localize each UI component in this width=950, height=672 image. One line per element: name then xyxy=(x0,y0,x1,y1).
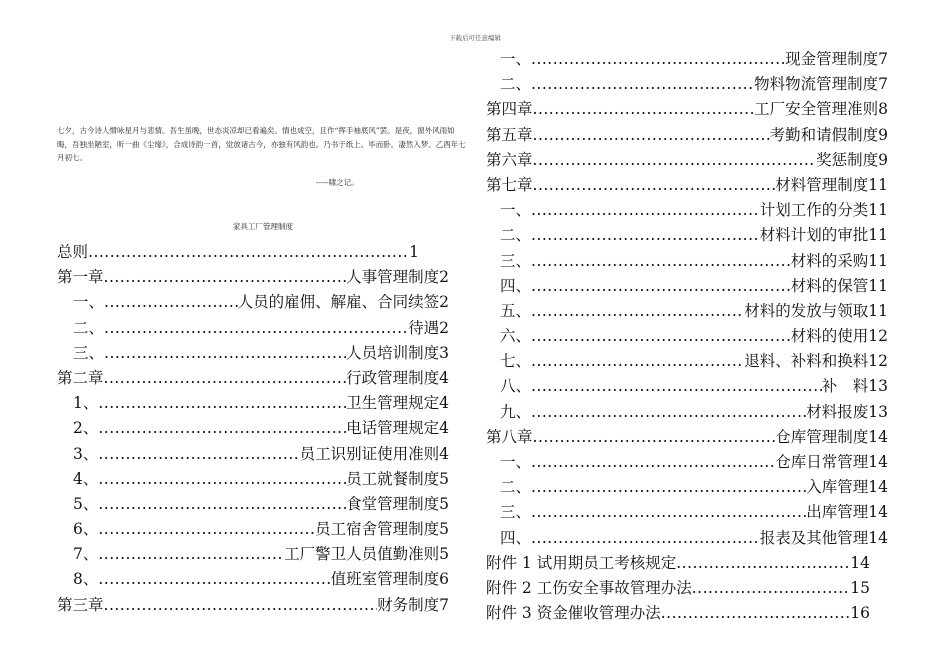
toc-entry-title: 材料报废 xyxy=(806,402,869,421)
toc-page-number: 14 xyxy=(868,453,888,471)
toc-page-number: 12 xyxy=(868,352,888,371)
toc-entry-title: 材料的保管 xyxy=(790,276,869,295)
toc-entry-number: 附件 1 试用期员工考核规定 xyxy=(486,553,677,572)
toc-page-number: 14 xyxy=(868,503,888,522)
toc-dot-leader xyxy=(531,249,791,274)
toc-entry[interactable] xyxy=(57,391,449,416)
toc-entry-number: 4、 xyxy=(73,469,99,488)
toc-page-number: 2 xyxy=(439,268,449,287)
toc-entry[interactable] xyxy=(486,324,888,349)
toc-entry-number: 三、 xyxy=(500,251,532,270)
toc-dot-leader xyxy=(531,400,806,425)
toc-page-number: 7 xyxy=(878,50,888,68)
toc-dot-leader xyxy=(676,551,850,576)
toc-entry-number: 四、 xyxy=(500,276,532,295)
toc-entry-title: 工厂警卫人员值勤准则 xyxy=(284,545,440,564)
toc-entry[interactable] xyxy=(486,274,888,299)
toc-entry[interactable] xyxy=(486,601,888,626)
toc-page-number: 11 xyxy=(868,201,888,220)
toc-dot-leader xyxy=(104,290,238,315)
toc-page-number: 11 xyxy=(868,276,888,295)
toc-entry[interactable] xyxy=(486,374,888,399)
toc-dot-leader xyxy=(531,475,806,500)
toc-page-number: 2 xyxy=(439,318,449,337)
toc-entry-title: 员工就餐制度 xyxy=(346,469,440,488)
toc-entry[interactable] xyxy=(57,316,449,341)
toc-entry-title: 仓库管理制度 xyxy=(775,427,869,446)
toc-page-number: 11 xyxy=(868,175,888,194)
toc-entry[interactable] xyxy=(486,223,888,248)
toc-entry-number: 一、 xyxy=(73,293,105,312)
toc-entry-title: 奖惩制度 xyxy=(816,150,879,169)
toc-dot-leader xyxy=(533,123,770,148)
toc-entry-title: 补 料 xyxy=(821,377,869,396)
toc-dot-leader xyxy=(531,349,744,374)
toc-dot-leader xyxy=(531,274,791,299)
toc-entry[interactable] xyxy=(486,47,888,72)
toc-page-number: 6 xyxy=(439,570,449,589)
toc-entry-number: 七、 xyxy=(500,352,532,371)
toc-entry-title: 退料、补料和换料 xyxy=(744,352,869,371)
toc-page-number: 1 xyxy=(409,243,419,261)
toc-entry-number: 第四章 xyxy=(486,100,533,119)
toc-dot-leader xyxy=(98,542,284,567)
toc-entry-number: 总则 xyxy=(57,243,89,261)
toc-entry-title: 现金管理制度 xyxy=(785,50,879,68)
toc-entry[interactable] xyxy=(57,593,449,618)
toc-page-number: 4 xyxy=(439,368,449,387)
toc-entry[interactable] xyxy=(486,249,888,274)
toc-entry-number: 三、 xyxy=(73,343,105,362)
toc-page-number: 14 xyxy=(868,478,888,497)
toc-entry[interactable] xyxy=(57,416,449,441)
toc-dot-leader xyxy=(533,97,755,122)
toc-page-number: 8 xyxy=(878,100,888,119)
toc-entry[interactable] xyxy=(57,517,449,542)
toc-right-column xyxy=(486,47,888,626)
toc-entry-title: 考勤和请假制度 xyxy=(769,125,879,144)
toc-entry[interactable] xyxy=(486,500,888,525)
toc-dot-leader xyxy=(533,425,776,450)
toc-entry-number: 2、 xyxy=(73,419,99,438)
toc-entry-number: 八、 xyxy=(500,377,532,396)
toc-entry-number: 1、 xyxy=(73,394,99,413)
toc-entry-number: 九、 xyxy=(500,402,532,421)
toc-entry[interactable] xyxy=(486,475,888,500)
toc-dot-leader xyxy=(533,148,817,173)
toc-entry-title: 计划工作的分类 xyxy=(759,201,869,220)
toc-entry-title: 人事管理制度 xyxy=(346,268,440,287)
toc-entry-title: 材料的发放与领取 xyxy=(744,301,869,320)
toc-entry-title: 人员的雇佣、解雇、合同续签 xyxy=(237,293,440,312)
toc-dot-leader xyxy=(531,450,775,475)
toc-dot-leader xyxy=(531,299,744,324)
toc-dot-leader xyxy=(98,416,346,441)
toc-page-number: 4 xyxy=(439,419,449,438)
toc-entry-number: 五、 xyxy=(500,301,532,320)
toc-dot-leader xyxy=(531,526,760,551)
toc-dot-leader xyxy=(531,198,760,223)
toc-entry[interactable] xyxy=(57,366,449,391)
toc-entry-number: 二、 xyxy=(73,318,105,337)
toc-entry-number: 第六章 xyxy=(486,150,533,169)
toc-entry-title: 材料的使用 xyxy=(790,327,869,346)
toc-entry[interactable] xyxy=(57,240,449,265)
toc-entry-title: 待遇 xyxy=(408,318,440,337)
toc-entry-title: 物料物流管理制度 xyxy=(754,75,879,94)
toc-entry-number: 8、 xyxy=(73,570,99,589)
toc-entry-title: 食堂管理制度 xyxy=(346,494,440,513)
toc-page-number: 9 xyxy=(878,125,888,144)
toc-page-number: 4 xyxy=(439,444,449,463)
toc-entry[interactable] xyxy=(57,290,449,315)
toc-entry[interactable] xyxy=(486,576,888,601)
toc-page-number: 11 xyxy=(868,226,888,245)
toc-dot-leader xyxy=(531,223,760,248)
toc-page-number: 5 xyxy=(439,494,449,513)
toc-entry-number: 六、 xyxy=(500,327,532,346)
toc-dot-leader xyxy=(104,593,378,618)
toc-entry-number: 第一章 xyxy=(57,268,104,287)
toc-entry-number: 二、 xyxy=(500,75,532,94)
toc-dot-leader xyxy=(531,72,754,97)
toc-entry-number: 7、 xyxy=(73,545,99,564)
toc-dot-leader xyxy=(104,341,346,366)
toc-entry-title: 电话管理规定 xyxy=(346,419,440,438)
toc-entry-title: 材料的采购 xyxy=(790,251,869,270)
toc-dot-leader xyxy=(104,366,347,391)
toc-dot-leader xyxy=(98,467,346,492)
toc-page-number: 16 xyxy=(850,604,870,623)
toc-page-number: 2 xyxy=(439,293,449,312)
toc-entry[interactable] xyxy=(486,425,888,450)
signature: -----啸之记。 xyxy=(316,178,359,187)
toc-page-number: 7 xyxy=(878,75,888,94)
toc-entry-number: 附件 3 资金催收管理办法 xyxy=(486,604,661,623)
toc-dot-leader xyxy=(98,391,346,416)
toc-page-number: 3 xyxy=(439,343,449,362)
toc-page-number: 13 xyxy=(868,377,888,396)
toc-entry-number: 附件 2 工伤安全事故管理办法 xyxy=(486,578,692,597)
toc-entry-title: 工厂安全管理准则 xyxy=(754,100,879,119)
toc-entry[interactable] xyxy=(57,265,449,290)
toc-dot-leader xyxy=(533,173,776,198)
preface-paragraph: 七夕，古今诗人惯咏星月与悲情。吾生虽晚，世态炎凉却已看遍矣。情也成空，且作“挥手袖底风”罢。是夜，窗外风雨如晦，吾独坐陋室，听一曲《尘缘》，合成诗韵一首，觉放诸古今，亦独有风韵也。乃书于纸上。毕而卧。凄然入梦。乙酉年七月初七。 xyxy=(57,126,466,162)
toc-left-column xyxy=(57,240,449,618)
toc-page-number: 13 xyxy=(868,402,888,421)
toc-page-number: 5 xyxy=(439,520,449,539)
toc-entry-title: 员工识别证使用准则 xyxy=(299,444,440,463)
toc-page-number: 14 xyxy=(850,553,870,572)
toc-entry-number: 第八章 xyxy=(486,427,533,446)
toc-dot-leader xyxy=(661,601,851,626)
toc-dot-leader xyxy=(531,500,806,525)
toc-entry-number: 四、 xyxy=(500,528,532,547)
toc-page-number: 14 xyxy=(868,427,888,446)
toc-entry[interactable] xyxy=(486,349,888,374)
toc-page-number: 11 xyxy=(868,251,888,270)
toc-page-number: 11 xyxy=(868,301,888,320)
toc-entry-title: 卫生管理规定 xyxy=(346,394,440,413)
toc-entry-title: 仓库日常管理 xyxy=(775,453,869,471)
toc-page-number: 5 xyxy=(439,469,449,488)
toc-dot-leader xyxy=(88,240,409,265)
toc-dot-leader xyxy=(531,47,785,72)
toc-entry[interactable] xyxy=(57,341,449,366)
toc-entry[interactable] xyxy=(486,173,888,198)
toc-entry[interactable] xyxy=(486,123,888,148)
toc-page-number: 7 xyxy=(439,595,449,614)
toc-dot-leader xyxy=(104,265,347,290)
toc-entry[interactable] xyxy=(486,148,888,173)
toc-entry[interactable] xyxy=(486,551,888,576)
toc-entry[interactable] xyxy=(57,567,449,592)
toc-entry-number: 一、 xyxy=(500,453,532,471)
header-note: 下载后可任意编辑 xyxy=(449,34,501,42)
toc-entry-number: 6、 xyxy=(73,520,99,539)
toc-entry-number: 第五章 xyxy=(486,125,533,144)
toc-dot-leader xyxy=(104,316,408,341)
toc-page-number: 14 xyxy=(868,528,888,547)
toc-entry[interactable] xyxy=(486,526,888,551)
toc-entry-number: 第二章 xyxy=(57,368,104,387)
toc-entry[interactable] xyxy=(57,492,449,517)
toc-entry[interactable] xyxy=(486,198,888,223)
toc-entry[interactable] xyxy=(486,400,888,425)
toc-dot-leader xyxy=(692,576,851,601)
toc-page-number: 12 xyxy=(868,327,888,346)
toc-entry-title: 出库管理 xyxy=(806,503,869,522)
doc-title: 家具工厂管理制度 xyxy=(233,222,293,231)
toc-entry[interactable] xyxy=(486,97,888,122)
toc-entry-title: 材料管理制度 xyxy=(775,175,869,194)
toc-entry[interactable] xyxy=(57,542,449,567)
toc-dot-leader xyxy=(531,324,791,349)
toc-entry-title: 财务制度 xyxy=(377,595,440,614)
toc-page-number: 5 xyxy=(439,545,449,564)
toc-entry[interactable] xyxy=(57,442,449,467)
toc-dot-leader xyxy=(98,517,315,542)
toc-entry[interactable] xyxy=(57,467,449,492)
toc-entry-title: 人员培训制度 xyxy=(346,343,440,362)
toc-entry-number: 5、 xyxy=(73,494,99,513)
toc-dot-leader xyxy=(98,442,299,467)
toc-entry-title: 入库管理 xyxy=(806,478,869,497)
toc-entry-number: 一、 xyxy=(500,50,532,68)
toc-entry-title: 材料计划的审批 xyxy=(759,226,869,245)
toc-entry[interactable] xyxy=(486,72,888,97)
toc-dot-leader xyxy=(98,567,330,592)
toc-entry-title: 行政管理制度 xyxy=(346,368,440,387)
toc-entry[interactable] xyxy=(486,299,888,324)
toc-page-number: 4 xyxy=(439,394,449,413)
toc-entry-number: 二、 xyxy=(500,226,532,245)
toc-entry[interactable] xyxy=(486,450,888,475)
toc-dot-leader xyxy=(531,374,822,399)
toc-page-number: 9 xyxy=(878,150,888,169)
toc-entry-title: 员工宿舍管理制度 xyxy=(315,520,440,539)
toc-page-number: 15 xyxy=(850,578,870,597)
toc-entry-title: 报表及其他管理 xyxy=(759,528,869,547)
toc-entry-title: 值班室管理制度 xyxy=(330,570,440,589)
toc-dot-leader xyxy=(98,492,346,517)
toc-entry-number: 第三章 xyxy=(57,595,104,614)
toc-entry-number: 一、 xyxy=(500,201,532,220)
toc-entry-number: 3、 xyxy=(73,444,99,463)
toc-entry-number: 二、 xyxy=(500,478,532,497)
toc-entry-number: 第七章 xyxy=(486,175,533,194)
toc-entry-number: 三、 xyxy=(500,503,532,522)
